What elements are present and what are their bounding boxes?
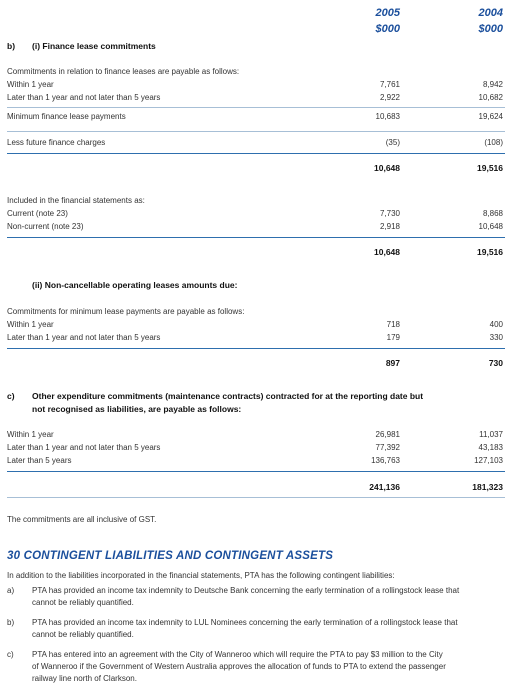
other-within-2005: 26,981 — [375, 430, 400, 439]
finance-total2-2005: 10,648 — [374, 247, 400, 257]
finance-noncurrent-2005: 2,918 — [379, 222, 400, 231]
contingent-item-line: of Wanneroo if the Government of Western Australia approves the allocation of funds to PTA to extend the passenger — [32, 662, 446, 671]
operating-lease-heading: (ii) Non-cancellable operating leases amounts due: — [32, 280, 238, 290]
finance-less-2005: (35) — [385, 138, 400, 147]
divider — [7, 131, 505, 132]
operating-later-2004: 330 — [489, 333, 503, 342]
finance-lease-intro: Commitments in relation to finance leases are payable as follows: — [7, 67, 240, 76]
finance-included-intro: Included in the financial statements as: — [7, 196, 145, 205]
contingent-item — [32, 649, 510, 685]
column-unit-2004: $000 — [478, 23, 503, 35]
operating-intro: Commitments for minimum lease payments are payable as follows: — [7, 307, 245, 316]
finance-current-2004: 8,868 — [482, 209, 503, 218]
other-after-2004: 127,103 — [474, 456, 503, 465]
operating-later-label: Later than 1 year and not later than 5 years — [7, 333, 161, 342]
finance-less-2004: (108) — [484, 138, 503, 147]
finance-within-2005: 7,761 — [379, 80, 400, 89]
total-rule — [7, 237, 505, 238]
other-within-2004: 11,037 — [479, 430, 503, 439]
other-later-label: Later than 1 year and not later than 5 years — [7, 443, 161, 452]
finance-later-2004: 10,682 — [478, 93, 503, 102]
finance-lease-heading: (i) Finance lease commitments — [32, 41, 156, 51]
finance-current-label: Current (note 23) — [7, 209, 68, 218]
contingent-item-line: PTA has entered into an agreement with the City of Wanneroo which will require the PTA to pay $3 million to the City — [32, 650, 443, 659]
column-unit-2005: $000 — [375, 23, 400, 35]
section-letter-c: c) — [7, 391, 15, 401]
contingent-item — [32, 617, 510, 641]
other-within-label: Within 1 year — [7, 430, 54, 439]
finance-within-label: Within 1 year — [7, 80, 54, 89]
finance-later-2005: 2,922 — [379, 93, 400, 102]
finance-total-2004: 19,516 — [477, 163, 503, 173]
total-rule — [7, 153, 505, 154]
operating-within-label: Within 1 year — [7, 320, 54, 329]
finance-within-2004: 8,942 — [482, 80, 503, 89]
contingent-item-line: PTA has provided an income tax indemnity to Deutsche Bank concerning the early termination of a rollingstock lease that — [32, 586, 460, 595]
other-expenditure-heading-line1: Other expenditure commitments (maintenance contracts) contracted for at the reporting date but — [32, 391, 424, 401]
other-total-2005: 241,136 — [369, 482, 400, 492]
column-header-2004: 2004 — [478, 7, 503, 19]
contingent-item-line: cannot be reliably quantified. — [32, 598, 134, 607]
column-header-2005: 2005 — [375, 7, 400, 19]
operating-total-2004: 730 — [488, 358, 503, 368]
total-rule — [7, 348, 505, 349]
other-total-2004: 181,323 — [472, 482, 503, 492]
contingent-item-line: PTA has provided an income tax indemnity to LUL Nominees concerning the early termination of a rollingstock lease that — [32, 618, 458, 627]
finance-less-label: Less future finance charges — [7, 138, 106, 147]
finance-total-2005: 10,648 — [374, 163, 400, 173]
other-later-2004: 43,183 — [478, 443, 503, 452]
divider — [7, 107, 505, 108]
divider — [7, 497, 505, 498]
contingent-item-line: cannot be reliably quantified. — [32, 630, 134, 639]
finance-noncurrent-2004: 10,648 — [478, 222, 503, 231]
section-letter-b: b) — [7, 41, 16, 51]
finance-min-label: Minimum finance lease payments — [7, 112, 126, 121]
other-expenditure-heading-line2: not recognised as liabilities, are payable as follows: — [32, 404, 242, 414]
section-title: 30 CONTINGENT LIABILITIES AND CONTINGENT ASSETS — [7, 550, 334, 562]
contingent-item — [32, 585, 510, 609]
finance-noncurrent-label: Non-current (note 23) — [7, 222, 84, 231]
contingent-intro: In addition to the liabilities incorporated in the financial statements, PTA has the following contingent liabilities: — [7, 571, 395, 580]
contingent-item-letter: b) — [7, 618, 15, 627]
other-later-2005: 77,392 — [375, 443, 400, 452]
other-after-label: Later than 5 years — [7, 456, 72, 465]
finance-later-label: Later than 1 year and not later than 5 years — [7, 93, 161, 102]
total-rule — [7, 471, 505, 472]
gst-note: The commitments are all inclusive of GST. — [7, 515, 157, 524]
contingent-item-letter: a) — [7, 586, 15, 595]
other-after-2005: 136,763 — [371, 456, 400, 465]
contingent-item-letter: c) — [7, 650, 14, 659]
operating-later-2005: 179 — [386, 333, 400, 342]
finance-min-2005: 10,683 — [375, 112, 400, 121]
contingent-item-line: railway line north of Clarkson. — [32, 674, 137, 683]
finance-current-2005: 7,730 — [379, 209, 400, 218]
finance-min-2004: 19,624 — [478, 112, 503, 121]
operating-within-2005: 718 — [386, 320, 400, 329]
finance-total2-2004: 19,516 — [477, 247, 503, 257]
operating-within-2004: 400 — [489, 320, 503, 329]
operating-total-2005: 897 — [385, 358, 400, 368]
